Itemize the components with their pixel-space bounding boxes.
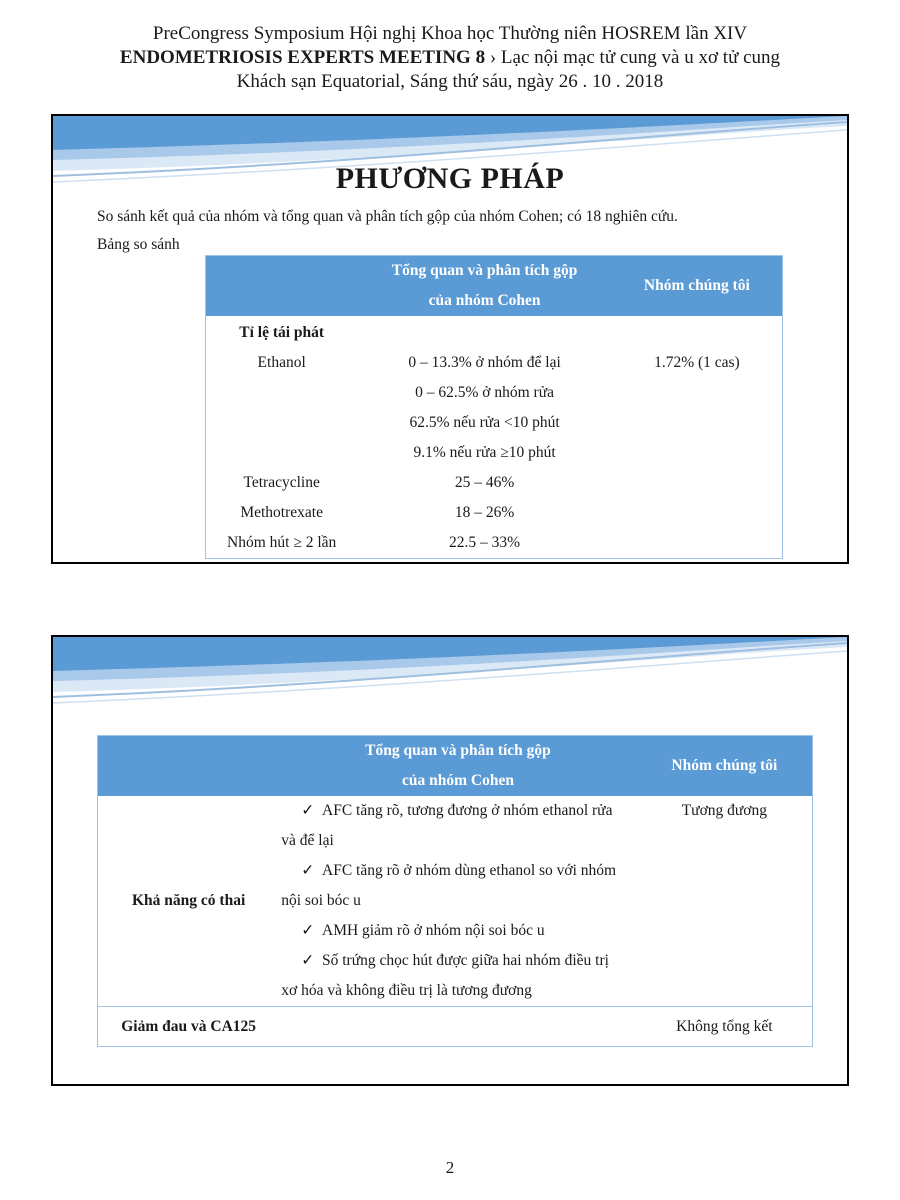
- our-value: [612, 498, 783, 528]
- comparison-table-outcomes: [97, 735, 813, 1047]
- cohen-value: 25 – 46%: [454, 474, 515, 491]
- meeting-name: ENDOMETRIOSIS EXPERTS MEETING 8: [119, 47, 486, 68]
- comparison-table-recurrence: [205, 255, 783, 559]
- header-cell-empty: [206, 256, 358, 317]
- slide-banner-wave: [53, 637, 847, 717]
- header-line-2: [0, 46, 900, 70]
- cohen-values: [357, 348, 611, 468]
- our-value: [612, 528, 783, 559]
- table-row: [98, 796, 813, 1007]
- finding-item: ✓ Số trứng chọc hút được giữa hai nhóm điều trị: [281, 946, 636, 976]
- header-cohen-line2: của nhóm Cohen: [428, 292, 541, 309]
- empty-cell: [612, 316, 783, 348]
- header-line-1: PreCongress Symposium Hội nghị Khoa học Thường niên HOSREM lần XIV: [152, 23, 748, 44]
- cohen-value: 62.5% nếu rửa <10 phút: [409, 414, 560, 431]
- header-cohen-line1: Tổng quan và phân tích gộp: [365, 742, 551, 759]
- finding-item: ✓ AFC tăng rõ ở nhóm dùng ethanol so với nhóm: [281, 856, 636, 886]
- table-caption: Bảng so sánh: [97, 236, 180, 253]
- table-row: [206, 316, 783, 348]
- table-header-row: [206, 256, 783, 317]
- row-label: Nhóm hút ≥ 2 lần: [227, 534, 337, 551]
- our-value: Tương đương: [681, 802, 768, 819]
- header-cohen-line1: Tổng quan và phân tích gộp: [391, 262, 578, 279]
- cohen-value: 18 – 26%: [454, 504, 515, 521]
- page-header: [0, 22, 900, 94]
- row-label: Giảm đau và CA125: [121, 1017, 257, 1035]
- table-header-row: [98, 736, 813, 797]
- cohen-findings: [279, 796, 636, 1007]
- table-row: [206, 468, 783, 498]
- finding-item: ✓ AMH giảm rõ ở nhóm nội soi bóc u: [281, 916, 636, 946]
- section-label: Tỉ lệ tái phát: [239, 324, 325, 341]
- cohen-value: 0 – 62.5% ở nhóm rửa: [415, 384, 554, 401]
- slide-results: [51, 635, 849, 1086]
- header-cell-cohen: [279, 736, 636, 797]
- table-row: [98, 1007, 813, 1047]
- page-number: 2: [445, 1158, 455, 1177]
- our-value: Không tổng kết: [676, 1017, 773, 1035]
- empty-cell: [279, 1007, 636, 1047]
- meeting-topic: › Lạc nội mạc tử cung và u xơ tử cung: [485, 47, 781, 68]
- our-value: [612, 468, 783, 498]
- finding-item: ✓ AFC tăng rõ, tương đương ở nhóm ethanol rửa: [281, 796, 636, 826]
- header-cell-empty: [98, 736, 280, 797]
- header-cohen-line2: của nhóm Cohen: [402, 772, 514, 789]
- row-label: Ethanol: [257, 354, 306, 371]
- finding-item-continued: xơ hóa và không điều trị là tương đương: [281, 982, 532, 999]
- table-row: [206, 498, 783, 528]
- intro-text: So sánh kết quả của nhóm và tổng quan và phân tích gộp của nhóm Cohen; có 18 nghiên cứu.: [97, 208, 678, 225]
- cohen-value: 0 – 13.3% ở nhóm để lại: [408, 354, 561, 371]
- header-cell-cohen: [357, 256, 611, 317]
- our-value: 1.72% (1 cas): [654, 354, 740, 371]
- slide-title: PHƯƠNG PHÁP: [335, 162, 565, 195]
- row-label: Methotrexate: [240, 504, 323, 521]
- header-line-3: Khách sạn Equatorial, Sáng thứ sáu, ngày 26 . 10 . 2018: [236, 71, 664, 92]
- header-cell-ours: Nhóm chúng tôi: [637, 736, 813, 797]
- cohen-value: 22.5 – 33%: [449, 534, 521, 551]
- table-row: [206, 348, 783, 468]
- table-row: [206, 528, 783, 559]
- finding-item-continued: nội soi bóc u: [281, 892, 361, 909]
- row-label: Tetracycline: [243, 474, 320, 491]
- cohen-value: 9.1% nếu rửa ≥10 phút: [413, 444, 556, 461]
- empty-cell: [357, 316, 611, 348]
- row-label: Khả năng có thai: [131, 892, 246, 909]
- finding-item-continued: và để lại: [281, 832, 334, 849]
- header-cell-ours: Nhóm chúng tôi: [612, 256, 783, 317]
- slide-methods: [51, 114, 849, 564]
